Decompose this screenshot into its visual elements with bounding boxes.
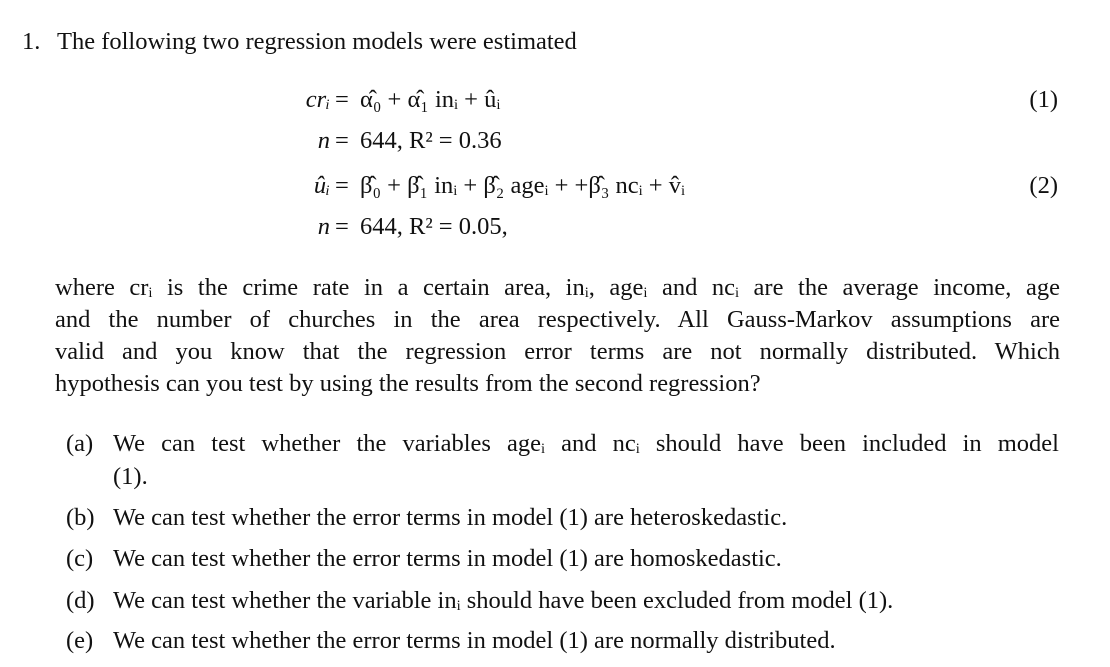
equation-1-stats-relation: =	[335, 127, 349, 154]
equation-2-rhs: β̂₀ + β̂₁ inᵢ + β̂₂ ageᵢ + +β̂₃ ncᵢ + v̂ᵢ	[360, 172, 685, 199]
equation-2-stats-rhs: 644, R² = 0.05,	[360, 213, 508, 240]
equation-1-lhs: crᵢ	[305, 86, 330, 113]
option-b-label: (b)	[66, 504, 95, 531]
option-b-text: We can test whether the error terms in model (1) are heteroskedastic.	[113, 504, 788, 531]
question-body-line-3: valid and you know that the regression error terms are not normally distributed. Which	[55, 338, 1060, 365]
option-c-text: We can test whether the error terms in model (1) are homoskedastic.	[113, 545, 782, 572]
question-number: 1.	[22, 28, 41, 55]
option-a-label: (a)	[66, 430, 94, 457]
option-e-label: (e)	[66, 627, 94, 654]
question-body	[55, 272, 1060, 400]
equation-1	[0, 86, 1110, 120]
equation-2-stats-relation: =	[335, 213, 349, 240]
equation-1-tag: (1)	[1029, 86, 1058, 113]
equation-2-stats	[0, 213, 1110, 247]
equation-1-stats-rhs: 644, R² = 0.36	[360, 127, 502, 154]
equation-2-tag: (2)	[1029, 172, 1058, 199]
equation-2-stats-lhs: n	[317, 213, 330, 240]
question-body-line-2: and the number of churches in the area respectively. All Gauss-Markov assumptions are	[55, 306, 1060, 333]
option-a-text-line-2: (1).	[113, 463, 148, 490]
equation-1-stats-lhs: n	[317, 127, 330, 154]
option-d-label: (d)	[66, 587, 95, 614]
option-a-text-line-1: We can test whether the variables ageᵢ and ncᵢ should have been included in model	[113, 430, 1059, 457]
equation-1-stats	[0, 127, 1110, 161]
equation-2-lhs: ûᵢ	[313, 172, 330, 199]
question-body-line-1: where crᵢ is the crime rate in a certain area, inᵢ, ageᵢ and ncᵢ are the average income, age	[55, 274, 1060, 301]
option-c-label: (c)	[66, 545, 94, 572]
equation-2-relation: =	[335, 172, 349, 199]
equation-1-rhs: α̂₀ + α̂₁ inᵢ + ûᵢ	[360, 86, 501, 113]
question-body-line-4: hypothesis can you test by using the results from the second regression?	[55, 370, 761, 397]
option-e-text: We can test whether the error terms in model (1) are normally distributed.	[113, 627, 836, 654]
question-intro: The following two regression models were estimated	[57, 28, 577, 55]
equation-1-relation: =	[335, 86, 349, 113]
option-d-text: We can test whether the variable inᵢ should have been excluded from model (1).	[113, 587, 894, 614]
equation-2	[0, 172, 1110, 206]
